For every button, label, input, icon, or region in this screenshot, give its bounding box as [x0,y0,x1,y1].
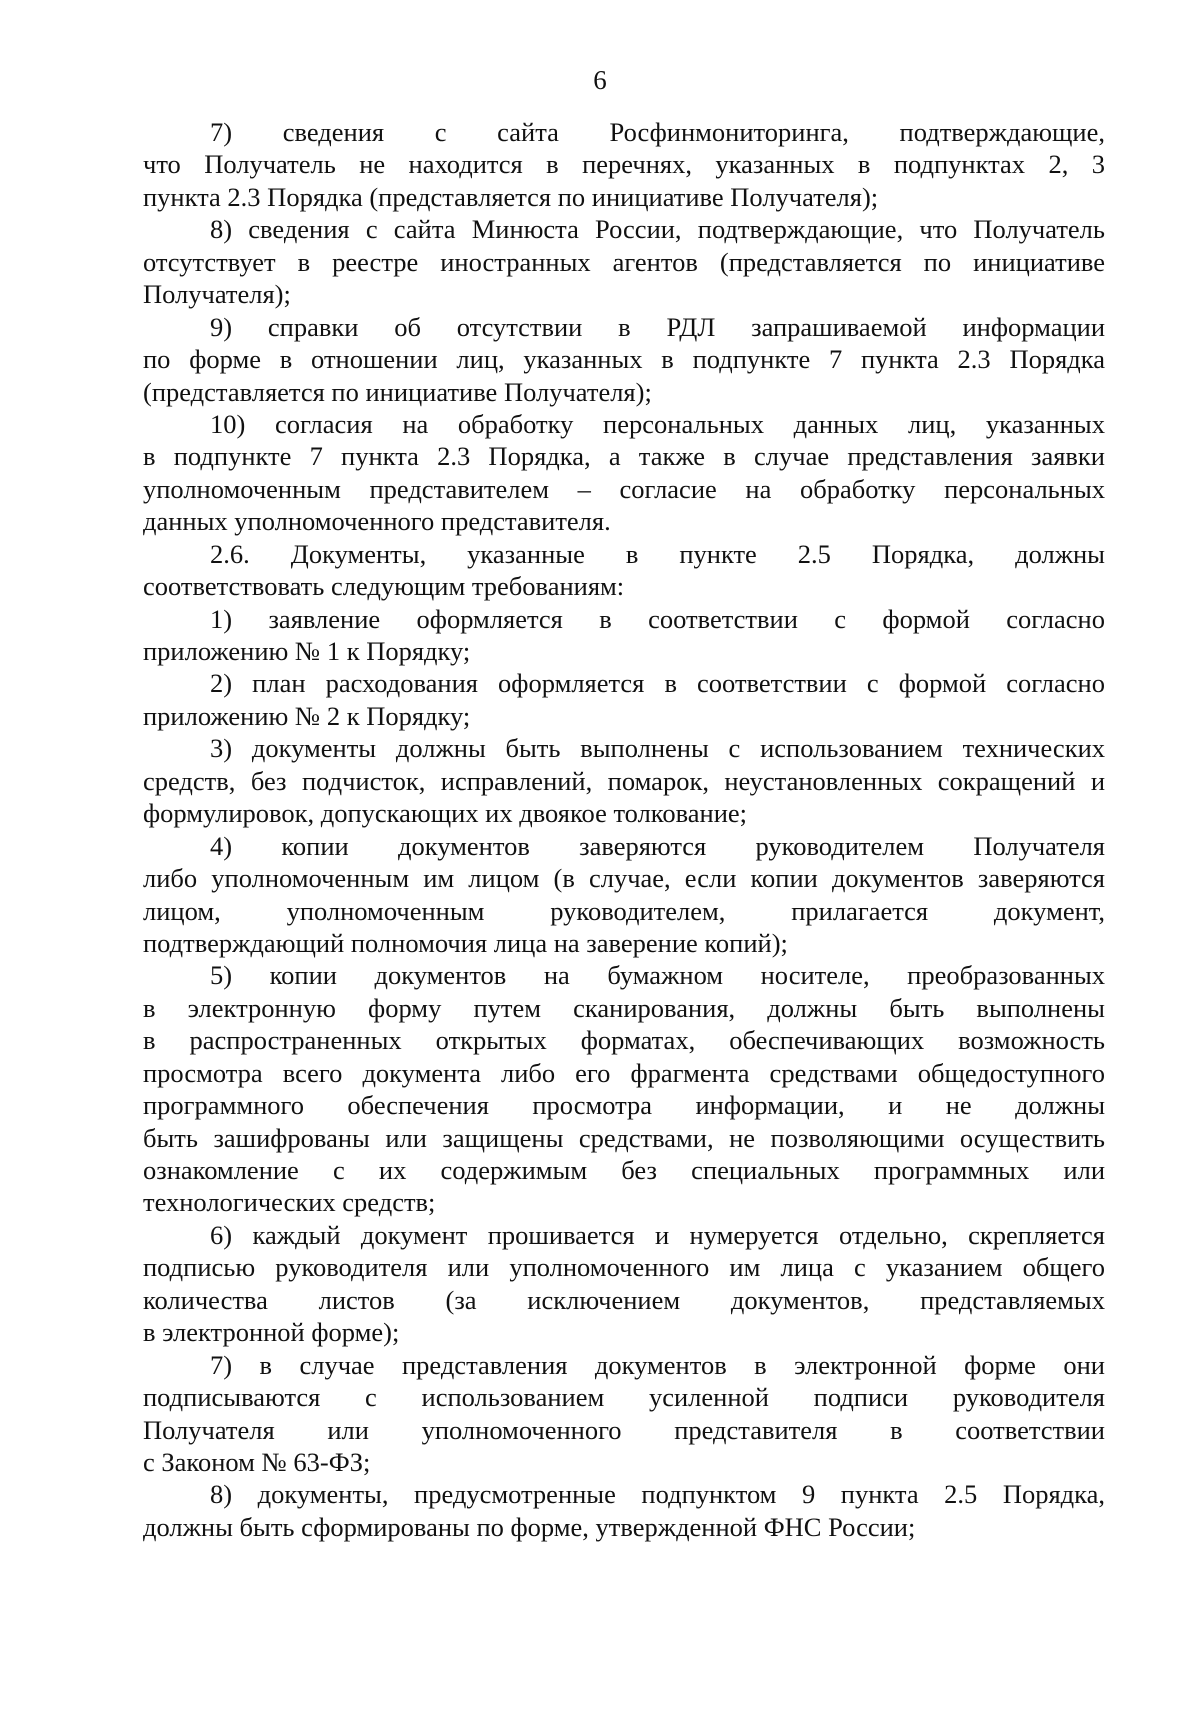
text-line: 7) сведения с сайта Росфинмониторинга, подтверждающие, [210,117,1105,147]
text-line: 7) в случае представления документов в электронной форме они [210,1349,1105,1380]
text-line: пункта 2.3 Порядка (представляется по инициативе Получателя); [143,181,879,212]
text-line: либо уполномоченным им лицом (в случае, если копии документов заверяются [143,863,1105,894]
text-line: 10) согласия на обработку персональных данных лиц, указанных [210,408,1105,439]
text-line: 2.6. Документы, указанные в пункте 2.5 Порядка, должны [210,538,1105,569]
text-line: количества листов (за исключением документов, представляемых [143,1284,1105,1315]
text-line: отсутствует в реестре иностранных агентов (представляется по инициативе [143,246,1105,277]
text-line: в электронной форме); [143,1317,400,1348]
text-line: данных уполномоченного представителя. [143,506,611,537]
text-line: с Законом № 63-ФЗ; [143,1446,371,1477]
text-line: 5) копии документов на бумажном носителе, преобразованных [210,960,1105,991]
page-number: 6 [593,65,607,95]
text-line: приложению № 2 к Порядку; [143,700,471,731]
text-line: ознакомление с их содержимым без специальных программных или [143,1155,1105,1185]
text-line: приложению № 1 к Порядку; [143,636,471,666]
text-line: в электронную форму путем сканирования, должны быть выполнены [143,992,1105,1023]
text-line: 8) сведения с сайта Минюста России, подтверждающие, что Получатель [210,214,1105,245]
text-line: должны быть сформированы по форме, утвержденной ФНС России; [143,1511,916,1542]
text-line: подписываются с использованием усиленной подписи руководителя [143,1382,1105,1413]
text-line: в распространенных открытых форматах, обеспечивающих возможность [143,1025,1105,1056]
text-line: по форме в отношении лиц, указанных в подпункте 7 пункта 2.3 Порядка [143,344,1105,375]
text-line: программного обеспечения просмотра информации, и не должны [143,1090,1105,1121]
text-line: просмотра всего документа либо его фрагмента средствами общедоступного [143,1057,1105,1088]
text-line: 2) план расходования оформляется в соответствии с формой согласно [210,668,1105,699]
text-line: в подпункте 7 пункта 2.3 Порядка, а также в случае представления заявки [143,441,1105,472]
text-line: подтверждающий полномочия лица на заверение копий); [143,927,788,958]
text-line: соответствовать следующим требованиям: [143,571,625,602]
text-line: 4) копии документов заверяются руководителем Получателя [210,830,1105,861]
text-line: лицом, уполномоченным руководителем, прилагается документ, [143,895,1105,926]
text-line: технологических средств; [143,1187,436,1218]
text-line: 8) документы, предусмотренные подпунктом 9 пункта 2.5 Порядка, [210,1479,1105,1510]
text-line: 1) заявление оформляется в соответствии с формой согласно [210,603,1105,634]
body-text [143,116,1105,1543]
text-line: подписью руководителя или уполномоченного им лица с указанием общего [143,1252,1105,1283]
text-line: Получателя или уполномоченного представителя в соответствии [143,1414,1105,1445]
text-line: быть зашифрованы или защищены средствами, не позволяющими осуществить [143,1122,1105,1153]
text-line: средств, без подчисток, исправлений, помарок, неустановленных сокращений и [143,765,1105,796]
text-line: 6) каждый документ прошивается и нумеруется отдельно, скрепляется [210,1219,1105,1250]
text-line: что Получатель не находится в перечнях, указанных в подпунктах 2, 3 [143,149,1105,180]
text-line: 9) справки об отсутствии в РДЛ запрашиваемой информации [210,311,1105,342]
text-line: Получателя); [143,279,291,310]
text-line: формулировок, допускающих их двоякое толкование; [143,798,748,829]
text-line: (представляется по инициативе Получателя); [143,376,652,407]
text-line: уполномоченным представителем – согласие на обработку персональных [143,473,1105,504]
text-line: 3) документы должны быть выполнены с использованием технических [210,733,1105,764]
